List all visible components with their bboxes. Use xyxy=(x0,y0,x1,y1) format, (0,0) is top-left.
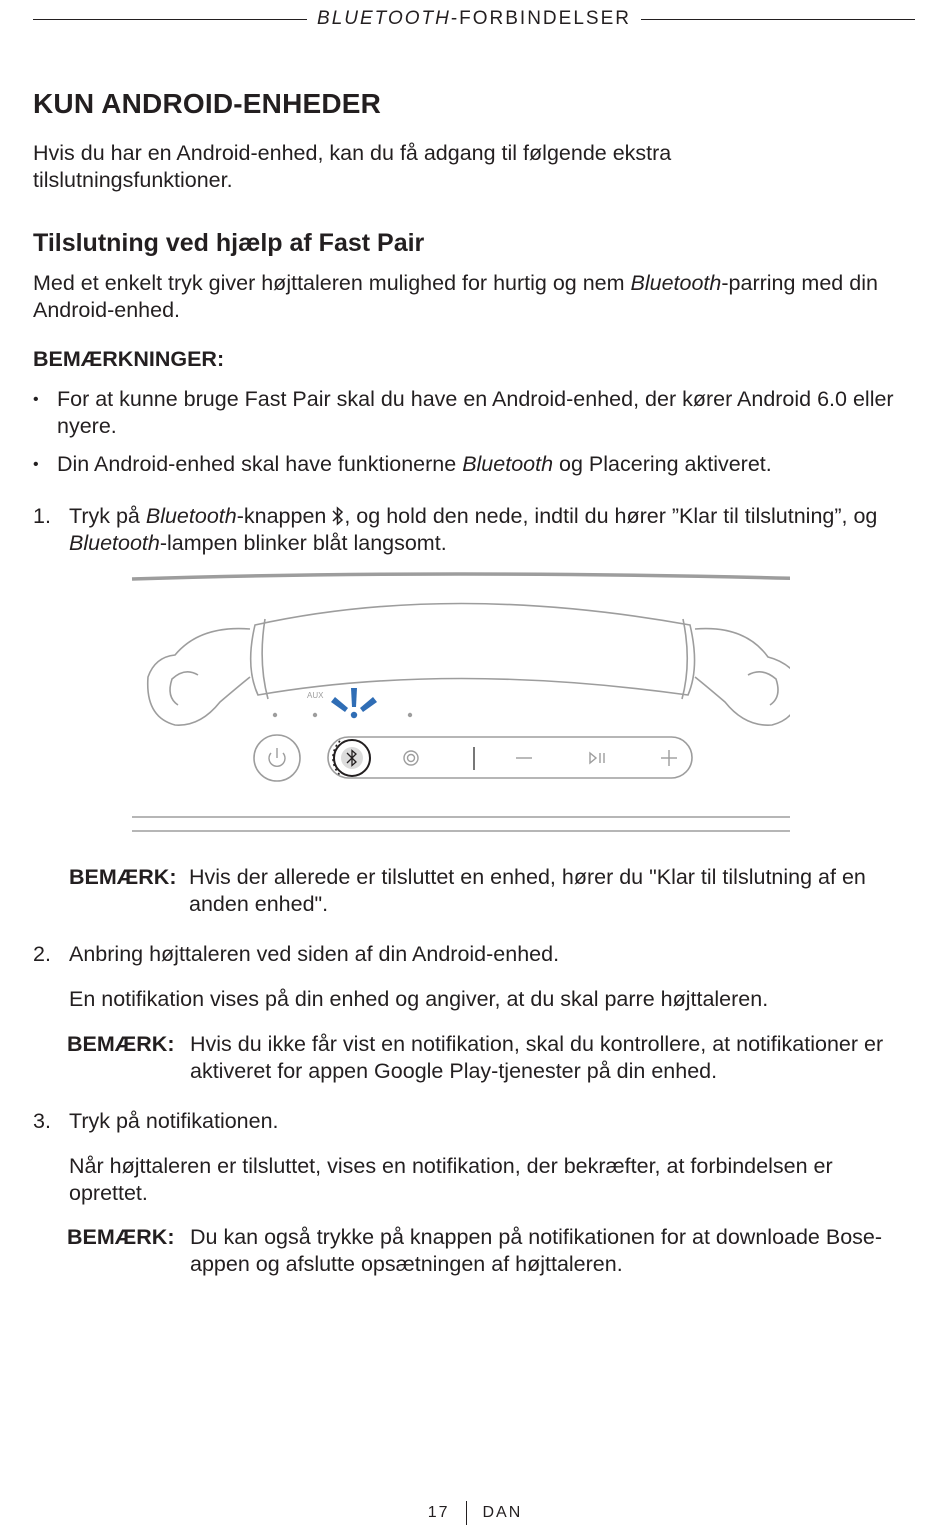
footer-separator xyxy=(466,1501,467,1525)
page-footer xyxy=(0,1498,950,1528)
header-rule-right xyxy=(641,19,915,20)
subsection-heading: Tilslutning ved hjælp af Fast Pair xyxy=(33,229,425,257)
header-title xyxy=(307,8,641,30)
note-label: BEMÆRK: xyxy=(67,1032,175,1056)
note-label: BEMÆRK: xyxy=(67,1225,175,1249)
speaker-illustration xyxy=(100,567,790,837)
step-1-note: BEMÆRK: Hvis der allerede er tilsluttet en enhed, hører du "Klar til tilslutning af en anden enhed". xyxy=(69,865,866,916)
bluetooth-icon xyxy=(332,506,344,526)
bullet-dot: • xyxy=(33,391,39,408)
fast-pair-paragraph: Med et enkelt tryk giver højttaleren mulighed for hurtig og nem Bluetooth-parring med din Android-enhed. xyxy=(33,271,878,322)
bluetooth-light-blink xyxy=(331,688,377,718)
step-3-note: BEMÆRK: Du kan også trykke på knappen på notifikationen for at downloade Bose-appen og afslutte opsætningen af højttaleren. xyxy=(67,1225,883,1276)
intro-paragraph: Hvis du har en Android-enhed, kan du få adgang til følgende ekstra tilslutningsfunktioner. xyxy=(33,141,672,192)
step-2: 2. Anbring højttaleren ved siden af din Android-enhed. xyxy=(33,942,560,966)
step-2-paragraph: En notifikation vises på din enhed og angiver, at du skal parre højttaleren. xyxy=(69,987,769,1011)
note-label: BEMÆRK: xyxy=(69,865,177,889)
header-rule-left xyxy=(33,19,307,20)
step-number: 2. xyxy=(33,942,51,966)
bullet-dot: • xyxy=(33,456,39,473)
step-2-note: BEMÆRK: Hvis du ikke får vist en notifikation, skal du kontrollere, at notifikationer er aktiveret for appen Google Play-tjenester på din enhed. xyxy=(67,1032,884,1083)
page-header xyxy=(33,6,915,32)
step-3: 3. Tryk på notifikationen. xyxy=(33,1109,279,1133)
notes-title: BEMÆRKNINGER: xyxy=(33,347,225,371)
bluetooth-button-illustration xyxy=(333,740,370,776)
page-number: 17 xyxy=(427,1504,450,1521)
note-bullet-1: • For at kunne bruge Fast Pair skal du have en Android-enhed, der kører Android 6.0 eller nyere. xyxy=(33,387,894,438)
aux-label: AUX xyxy=(307,691,324,700)
step-3-paragraph: Når højttaleren er tilsluttet, vises en notifikation, der bekræfter, at forbindelsen er oprettet. xyxy=(69,1154,833,1205)
header-title-rest: -FORBINDELSER xyxy=(450,8,631,29)
language-code: DAN xyxy=(482,1504,523,1521)
header-title-italic: BLUETOOTH xyxy=(317,8,451,29)
step-number: 1. xyxy=(33,504,51,528)
step-number: 3. xyxy=(33,1109,51,1133)
section-heading: KUN ANDROID-ENHEDER xyxy=(33,88,382,119)
note-bullet-2: • Din Android-enhed skal have funktionerne Bluetooth og Placering aktiveret. xyxy=(33,452,772,476)
step-1: 1. Tryk på Bluetooth-knappen , og hold den nede, indtil du hører ”Klar til tilslutning”, og Bluetooth-lampen blinker blåt langsomt. xyxy=(33,504,878,555)
